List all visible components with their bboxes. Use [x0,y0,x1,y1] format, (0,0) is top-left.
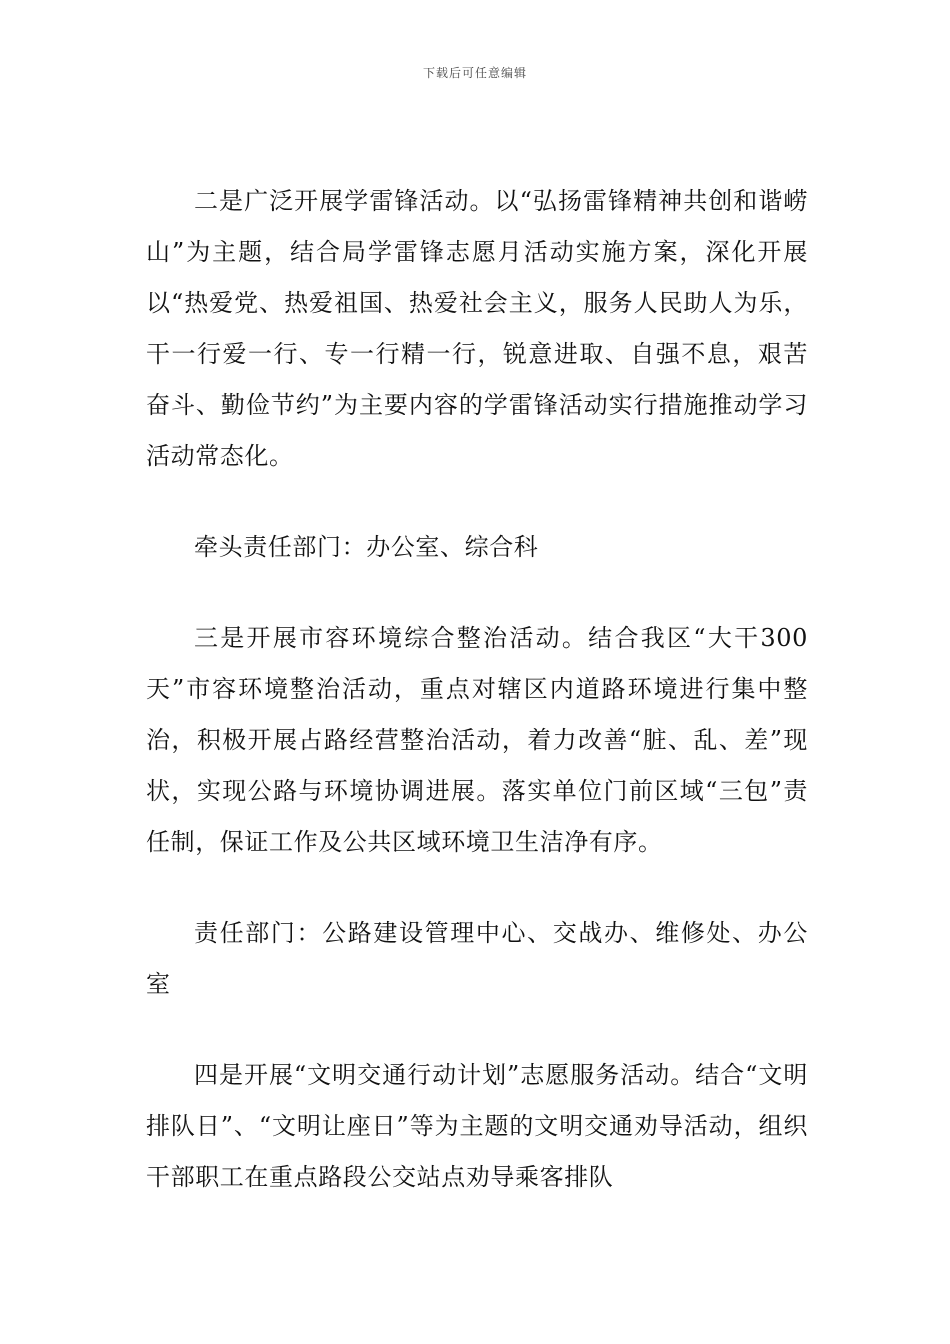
page-header: 下载后可任意编辑 [422,66,527,80]
paragraph-lead-department: 牵头责任部门：办公室、综合科 [194,533,539,561]
paragraph-city-environment: 三是开展市容环境综合整治活动。结合我区“大干300天”市容环境整治活动，重点对辖区内道路环境进行集中整治，积极开展占路经营整治活动，着力改善“脏、乱、差”现状，实现公路与环境协调进展。落实单位门前区域“三包”责任制，保证工作及公共区域环境卫生洁净有序。 [146,624,808,856]
paragraph-lei-feng-activity: 二是广泛开展学雷锋活动。以“弘扬雷锋精神共创和谐崂山”为主题，结合局学雷锋志愿月活动实施方案，深化开展以“热爱党、热爱祖国、热爱社会主义，服务人民助人为乐，干一行爱一行、专一行精一行，锐意进取、自强不息，艰苦奋斗、勤俭节约”为主要内容的学雷锋活动实行措施推动学习活动常态化。 [146,187,808,470]
paragraph-responsible-department: 责任部门：公路建设管理中心、交战办、维修处、办公室 [146,919,808,998]
paragraph-civilized-traffic: 四是开展“文明交通行动计划”志愿服务活动。结合“文明排队日”、“文明让座日”等为主题的文明交通劝导活动，组织干部职工在重点路段公交站点劝导乘客排队 [146,1061,808,1191]
document-body [146,176,808,1203]
